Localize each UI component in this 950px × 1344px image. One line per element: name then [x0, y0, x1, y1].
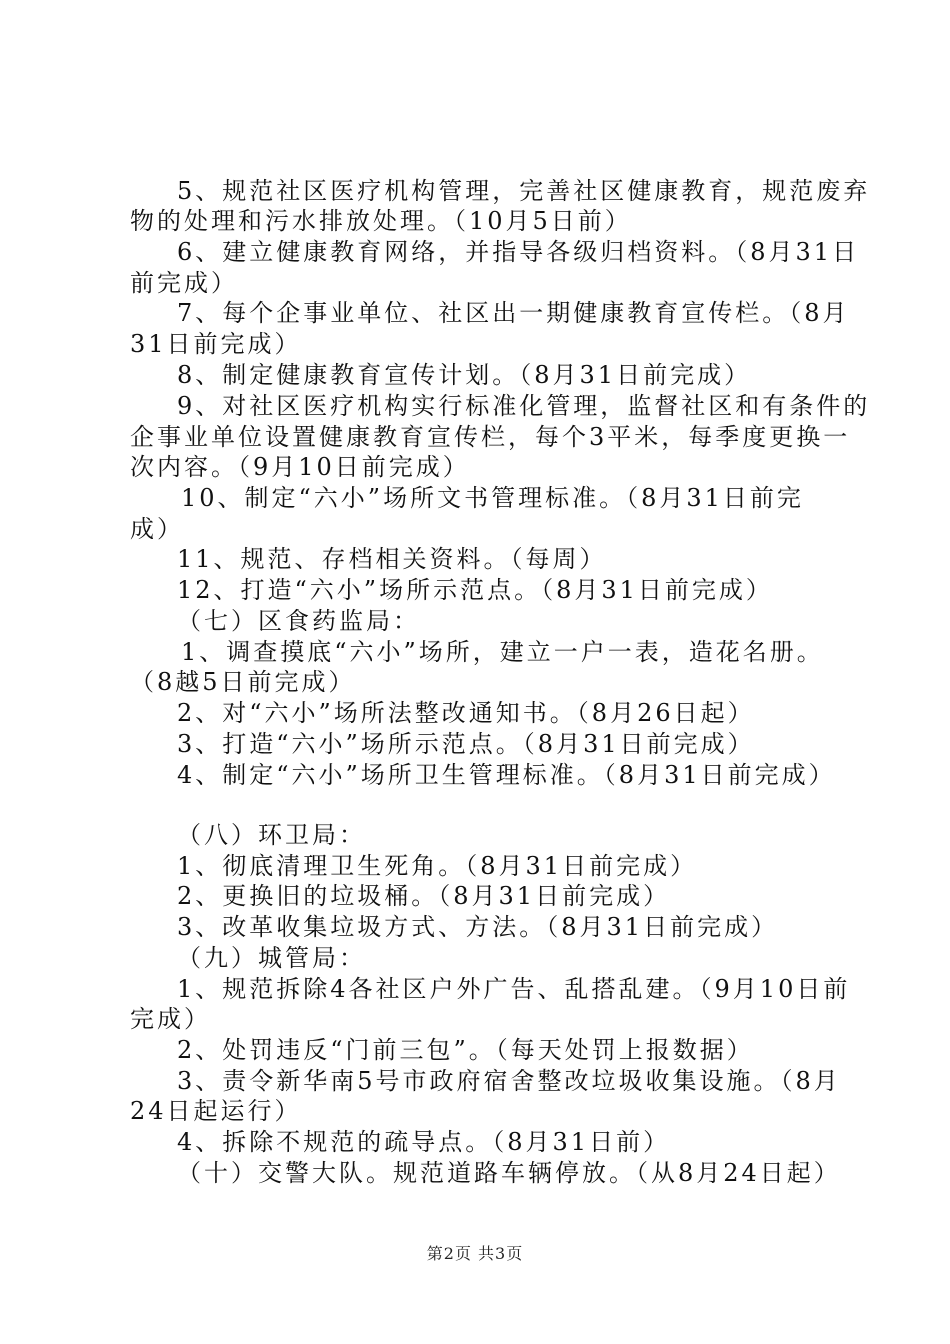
text-line: 前完成）: [130, 269, 238, 297]
text-line: 企事业单位设置健康教育宣传栏，每个3平米，每季度更换一: [130, 423, 851, 451]
text-line: 3、改革收集垃圾方式、方法。（8月31日前完成）: [177, 913, 779, 941]
text-line: 次内容。（9月10日前完成）: [130, 453, 470, 481]
text-line: 4、制定“六小”场所卫生管理标准。（8月31日前完成）: [177, 761, 836, 789]
text-line: 7、每个企事业单位、社区出一期健康教育宣传栏。（8月: [177, 299, 850, 327]
section-heading: （七）区食药监局：: [177, 607, 420, 635]
text-line: 11、规范、存档相关资料。（每周）: [177, 545, 607, 573]
text-line: 12、打造“六小”场所示范点。（8月31日前完成）: [177, 576, 773, 604]
text-line: 3、打造“六小”场所示范点。（8月31日前完成）: [177, 730, 755, 758]
text-line: 2、对“六小”场所法整改通知书。（8月26日起）: [177, 699, 755, 727]
text-line: 9、对社区医疗机构实行标准化管理，监督社区和有条件的: [177, 392, 871, 420]
text-line: 24日起运行）: [130, 1097, 302, 1125]
text-line: 10、制定“六小”场所文书管理标准。（8月31日前完: [181, 484, 804, 512]
page-footer: 第2页 共3页: [426, 1244, 524, 1263]
text-line: 物的处理和污水排放处理。（10月5日前）: [130, 207, 632, 235]
text-line: 31日前完成）: [130, 330, 302, 358]
text-line: 1、调查摸底“六小”场所，建立一户一表，造花名册。: [181, 638, 824, 666]
text-line: 3、责令新华南5号市政府宿舍整改垃圾收集设施。（8月: [177, 1067, 841, 1095]
text-line: 1、彻底清理卫生死角。（8月31日前完成）: [177, 852, 698, 880]
section-heading: （八）环卫局：: [177, 821, 366, 849]
text-line: 6、建立健康教育网络，并指导各级归档资料。（8月31日: [177, 238, 860, 266]
section-heading: （九）城管局：: [177, 944, 366, 972]
text-line: 8、制定健康教育宣传计划。（8月31日前完成）: [177, 361, 752, 389]
section-heading: （十）交警大队。规范道路车辆停放。（从8月24日起）: [177, 1159, 841, 1187]
text-line: 5、规范社区医疗机构管理，完善社区健康教育，规范废弃: [177, 177, 871, 205]
text-line: 2、更换旧的垃圾桶。（8月31日前完成）: [177, 882, 671, 910]
text-line: 完成）: [130, 1005, 211, 1033]
text-line: （8越5日前完成）: [130, 668, 356, 696]
text-line: 4、拆除不规范的疏导点。（8月31日前）: [177, 1128, 671, 1156]
text-line: 1、规范拆除4各社区户外广告、乱搭乱建。（9月10日前: [177, 975, 851, 1003]
text-line: 2、处罚违反“门前三包”。（每天处罚上报数据）: [177, 1036, 754, 1064]
text-line: 成）: [130, 515, 184, 543]
